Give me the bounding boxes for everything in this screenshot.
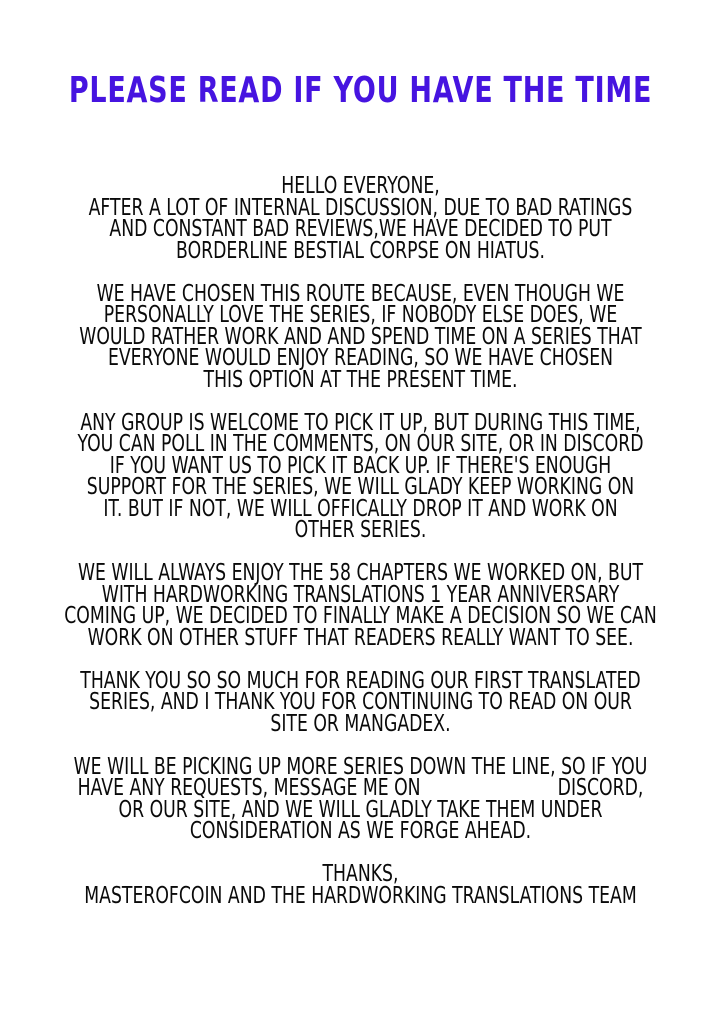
signature-block [0, 861, 721, 909]
note-paragraph-greeting: HELLO EVERYONE, AFTER A LOT OF INTERNAL DISCUSSION, DUE TO BAD RATINGS AND CONSTANT BAD REVIEWS,WE HAVE DECIDED TO PUT BORDERLINE BESTIAL CORPSE ON HIATUS. [88, 173, 633, 264]
note-paragraph-anniversary: WE WILL ALWAYS ENJOY THE 58 CHAPTERS WE WORKED ON, BUT WITH HARDWORKING TRANSLATIONS 1 YEAR ANNIVERSARY COMING UP, WE DECIDED TO FINALLY MAKE A DECISION SO WE CAN WORK ON OTHER STUFF THAT READERS REALLY WANT TO SEE. [64, 560, 657, 651]
note-paragraph-thanks-readers: THANK YOU SO SO MUCH FOR READING OUR FIRST TRANSLATED SERIES, AND I THANK YOU FOR CONTINUING TO READ ON OUR SITE OR MANGADEX. [80, 667, 641, 737]
note-body [0, 173, 721, 909]
note-paragraph-requests: WE WILL BE PICKING UP MORE SERIES DOWN THE LINE, SO IF YOU HAVE ANY REQUESTS, MESSAGE ME ON DISCORD, OR OUR SITE, AND WE WILL GLADLY TAKE THEM UNDER CONSIDERATION AS WE FORGE AHEAD. [73, 753, 648, 844]
signature-closing: THANKS, [322, 861, 399, 887]
note-paragraph-reasoning: WE HAVE CHOSEN THIS ROUTE BECAUSE, EVEN THOUGH WE PERSONALLY LOVE THE SERIES, IF NOBODY ELSE DOES, WE WOULD RATHER WORK AND AND SPEND TIME ON A SERIES THAT EVERYONE WOULD ENJOY READING, SO WE HAVE CHOSEN THIS OPTION AT THE PRESENT TIME. [79, 280, 642, 393]
signature-author: MASTEROFCOIN AND THE HARDWORKING TRANSLATIONS TEAM [84, 882, 637, 909]
page-title: PLEASE READ IF YOU HAVE THE TIME [68, 70, 653, 111]
note-paragraph-pickup-poll: ANY GROUP IS WELCOME TO PICK IT UP, BUT DURING THIS TIME, YOU CAN POLL IN THE COMMENTS, ON OUR SITE, OR IN DISCORD IF YOU WANT US TO PICK IT BACK UP. IF THERE'S ENOUGH SUPPORT FOR THE SERIES, WE WILL GLADY KEEP WORKING ON IT. BUT IF NOT, WE WILL OFFICALLY DROP IT AND WORK ON OTHER SERIES. [77, 409, 644, 543]
